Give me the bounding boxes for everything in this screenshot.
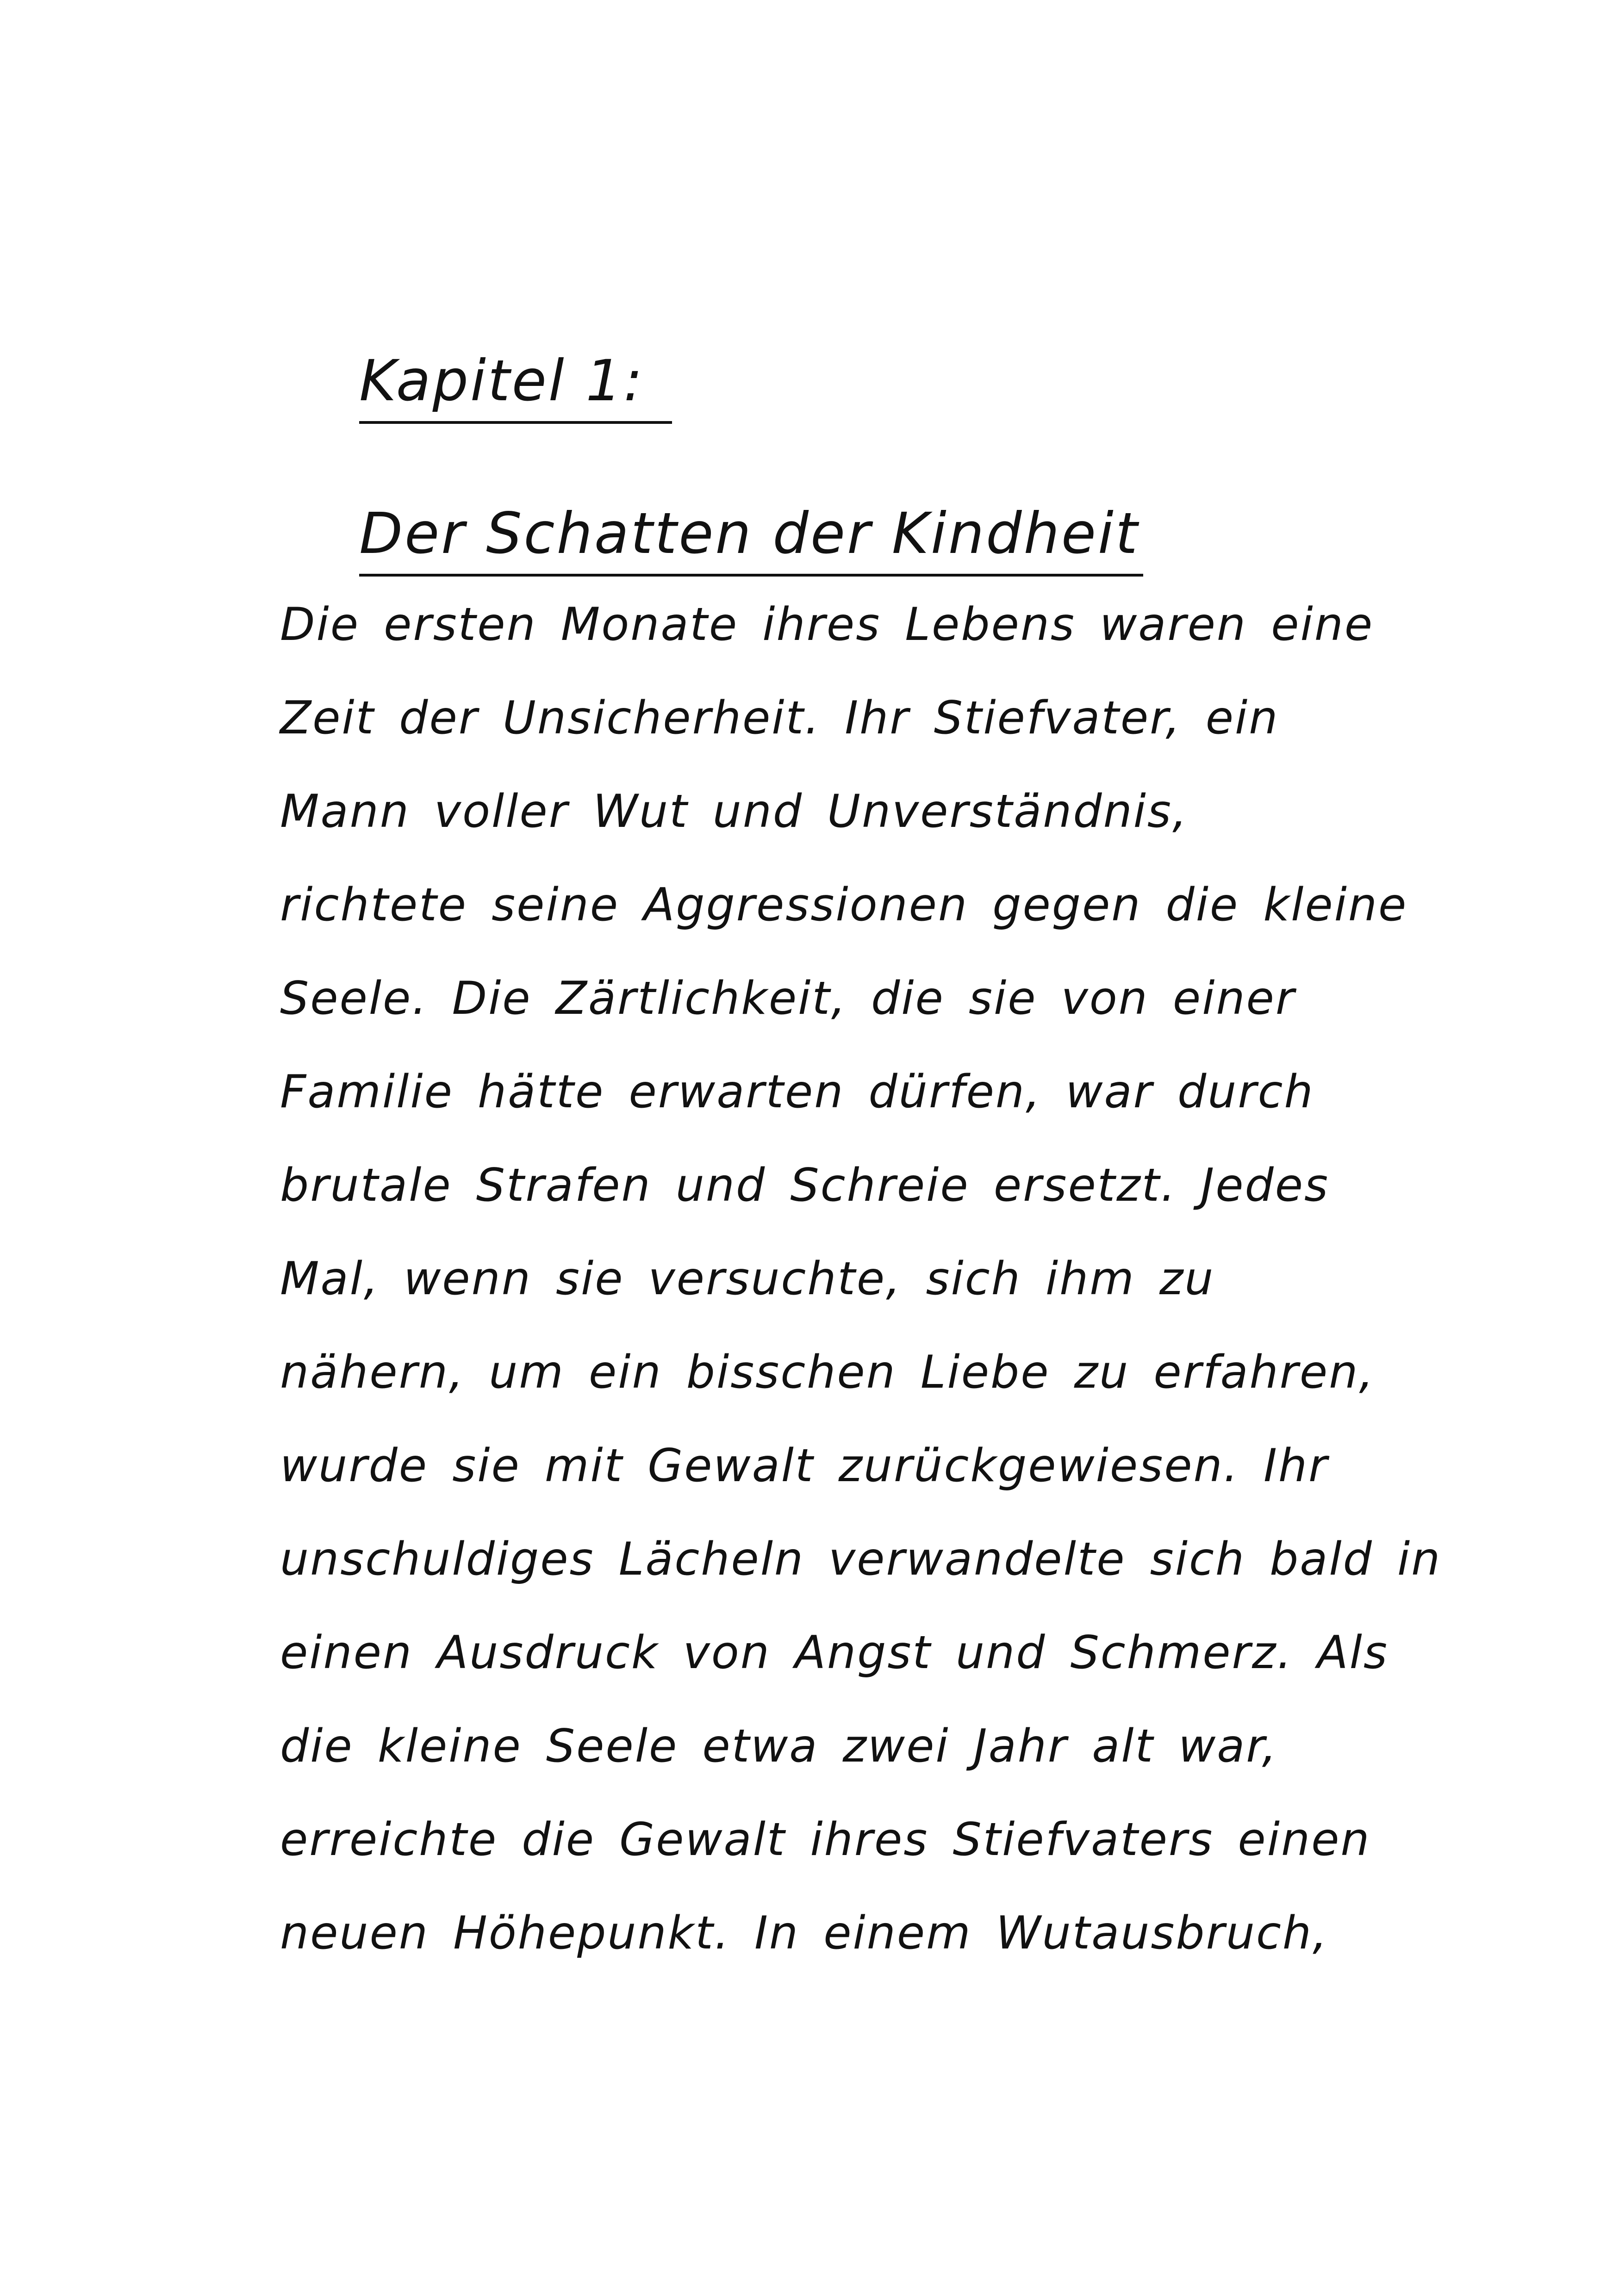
text-line: Mal, wenn sie versuchte, sich ihm zu	[280, 1253, 1215, 1305]
chapter-title-text: Der Schatten der Kindheit	[359, 505, 1143, 577]
text-line: brutale Strafen und Schreie ersetzt. Jedes	[280, 1159, 1330, 1212]
text-line: einen Ausdruck von Angst und Schmerz. Als	[280, 1626, 1389, 1679]
text-line: Die ersten Monate ihres Lebens waren eine	[280, 598, 1374, 651]
text-line: Mann voller Wut und Unverständnis,	[280, 785, 1189, 838]
text-line: neuen Höhepunkt. In einem Wutausbruch,	[280, 1907, 1329, 1960]
body-paragraph	[280, 592, 1442, 1994]
text-line: nähern, um ein bisschen Liebe zu erfahren,	[280, 1346, 1375, 1399]
text-line: unschuldiges Lächeln verwandelte sich bald in	[280, 1533, 1442, 1586]
text-line: Zeit der Unsicherheit. Ihr Stiefvater, ein	[280, 692, 1279, 745]
text-line: Seele. Die Zärtlichkeit, die sie von einer	[280, 972, 1296, 1025]
text-line: richtete seine Aggressionen gegen die kleine	[280, 879, 1408, 931]
text-line: die kleine Seele etwa zwei Jahr alt war,	[280, 1720, 1278, 1773]
text-line: wurde sie mit Gewalt zurückgewiesen. Ihr	[280, 1440, 1329, 1492]
text-line: Familie hätte erwarten dürfen, war durch	[280, 1066, 1314, 1118]
chapter-label-text: Kapitel 1:	[359, 353, 672, 424]
text-line: erreichte die Gewalt ihres Stiefvaters einen	[280, 1813, 1371, 1866]
